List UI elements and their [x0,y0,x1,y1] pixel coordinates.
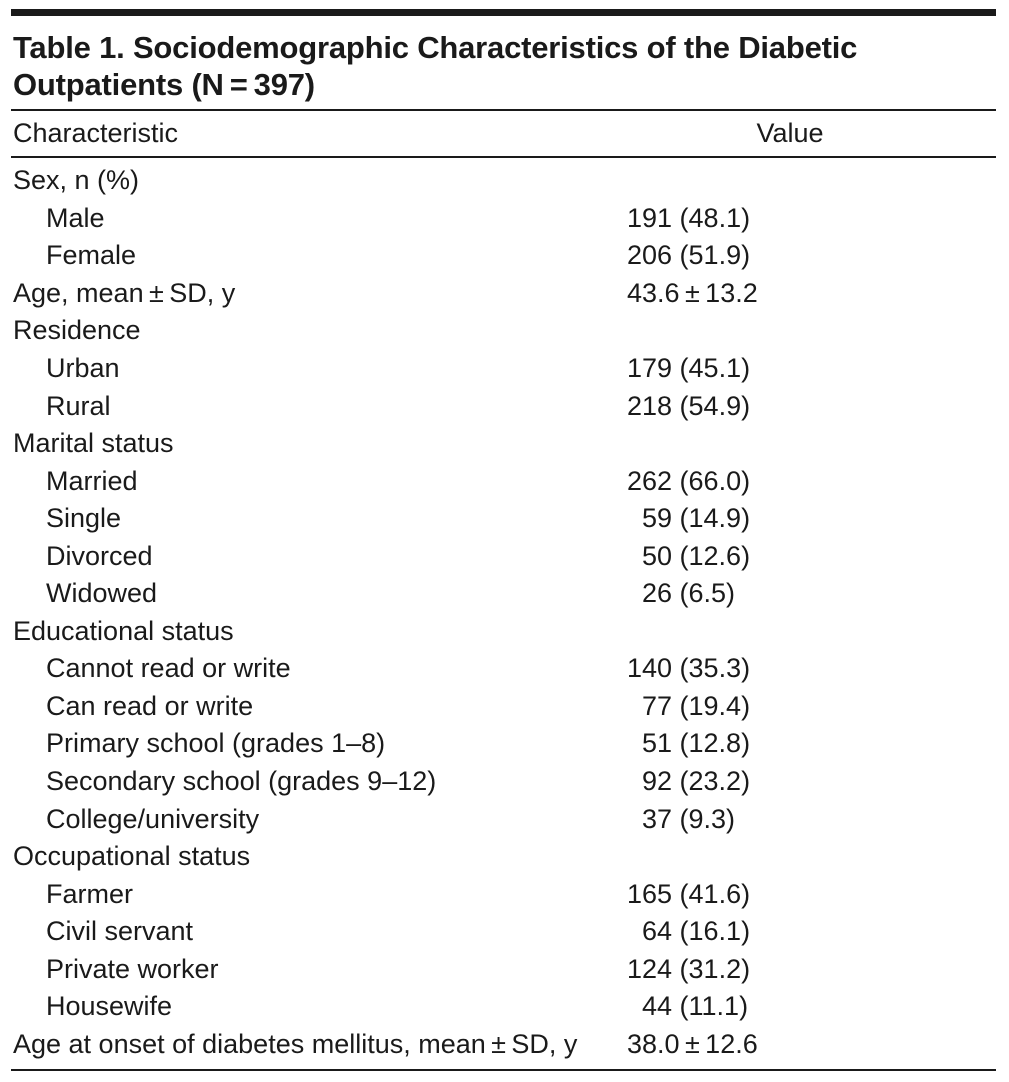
row-label: Divorced [46,540,153,571]
table-title-line-2: Outpatients (N = 397) [13,67,315,102]
row-label: Marital status [13,428,174,459]
table-header-row [11,111,996,156]
row-value: 50 (12.6) [627,540,751,571]
header-value: Value [756,118,824,148]
table-row [11,613,996,651]
table-row [11,763,996,801]
table-title-line-1: Table 1. Sociodemographic Characteristics of the Diabetic [13,30,858,65]
table-row [11,162,996,200]
table-row [11,838,996,876]
table-row [11,1026,996,1064]
row-label: Widowed [46,578,158,609]
row-label: Secondary school (grades 9–12) [46,766,437,797]
row-value: 191 (48.1) [627,202,751,233]
row-value: 64 (16.1) [627,916,751,947]
table-row [11,537,996,575]
row-label: Female [46,240,137,271]
table-row [11,462,996,500]
row-label: Occupational status [13,841,251,872]
table-row [11,275,996,313]
row-value: 179 (45.1) [627,353,751,383]
row-value: 44 (11.1) [627,991,749,1022]
table-row [11,988,996,1026]
table-row [11,800,996,838]
row-label: Educational status [13,615,234,646]
row-label: Can read or write [46,690,254,721]
table-row [11,950,996,988]
row-value: 206 (51.9) [627,240,751,271]
row-label: Residence [13,315,141,346]
table-title [11,16,996,109]
table-row [11,425,996,463]
table-row [11,575,996,613]
row-label: Housewife [46,991,173,1022]
row-value: 51 (12.8) [627,728,751,759]
row-value: 43.6 ± 13.2 [627,277,758,308]
row-value: 124 (31.2) [627,953,751,984]
table-body [11,158,996,1063]
row-label: Urban [46,353,120,383]
row-value: 140 (35.3) [627,653,751,684]
table-row [11,200,996,238]
table-row [11,650,996,688]
row-value: 37 (9.3) [627,803,736,834]
row-label: College/university [46,803,260,834]
row-label: Farmer [46,878,133,909]
table-row [11,725,996,763]
table-row [11,237,996,275]
row-label: Cannot read or write [46,653,291,684]
row-label: Single [46,503,122,534]
table-row [11,913,996,951]
row-label: Primary school (grades 1–8) [46,728,386,759]
row-label: Male [46,202,105,233]
table-row [11,875,996,913]
row-value: 38.0 ± 12.6 [627,1028,758,1059]
table-row [11,387,996,425]
table-1 [11,9,996,1071]
row-value: 59 (14.9) [627,503,751,534]
row-value: 26 (6.5) [627,578,736,609]
row-label: Age at onset of diabetes mellitus, mean ± SD, y [13,1028,578,1059]
table-row [11,500,996,538]
row-value: 262 (66.0) [627,465,751,496]
row-value: 77 (19.4) [627,690,751,721]
row-value: 165 (41.6) [627,878,751,909]
table-row [11,350,996,388]
table-row [11,312,996,350]
row-value: 218 (54.9) [627,390,751,421]
row-label: Private worker [46,953,219,984]
table-row [11,688,996,726]
header-characteristic: Characteristic [13,118,179,148]
row-label: Rural [46,390,111,421]
row-label: Sex, n (%) [13,165,140,196]
row-value: 92 (23.2) [627,766,751,797]
bottom-rule [11,1069,996,1071]
top-rule [11,9,996,16]
row-label: Married [46,465,138,496]
row-label: Civil servant [46,916,194,947]
row-label: Age, mean ± SD, y [13,277,236,308]
